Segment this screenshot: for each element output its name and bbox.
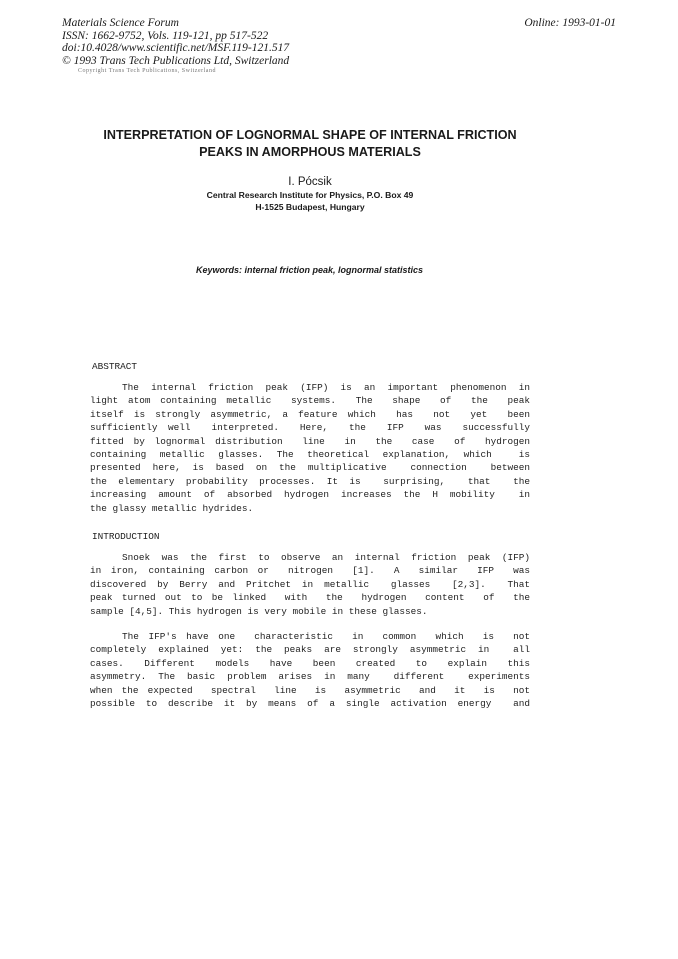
title-line: PEAKS IN AMORPHOUS MATERIALS bbox=[199, 145, 421, 159]
affiliation-line: H-1525 Budapest, Hungary bbox=[255, 201, 365, 212]
abstract-line: fitted by lognormal distribution line in the case of hydrogen bbox=[90, 435, 530, 447]
journal-name: Materials Science Forum bbox=[62, 17, 179, 29]
keywords: Keywords: internal friction peak, lognormal statistics bbox=[196, 265, 424, 275]
intro-line: asymmetry. The basic problem arises in many different experiments bbox=[90, 671, 530, 683]
intro-line: discovered by Berry and Pritchet in metallic glasses [2,3]. That bbox=[90, 578, 530, 590]
intro-line: when the expected spectral line is asymmetric and it is not bbox=[90, 684, 530, 696]
author-name: I. Pócsik bbox=[288, 176, 332, 188]
abstract-line: light atom containing metallic systems. The shape of the peak bbox=[90, 395, 530, 407]
paper-title bbox=[60, 127, 560, 161]
intro-paragraph-2 bbox=[90, 630, 530, 710]
abstract-line: sufficiently well interpreted. Here, the IFP was successfully bbox=[90, 422, 530, 434]
abstract-heading: ABSTRACT bbox=[92, 361, 138, 372]
abstract-line: presented here, is based on the multiplicative connection between bbox=[90, 462, 530, 474]
title-line: INTERPRETATION OF LOGNORMAL SHAPE OF INTERNAL FRICTION bbox=[103, 128, 517, 142]
abstract-body bbox=[90, 381, 530, 515]
abstract-line: itself is strongly asymmetric, a feature which has not yet been bbox=[90, 408, 530, 420]
journal-header bbox=[62, 17, 289, 67]
intro-line: The IFP's have one characteristic in common which is not bbox=[122, 631, 530, 642]
abstract-line: increasing amount of absorbed hydrogen increases the H mobility in bbox=[90, 489, 530, 501]
introduction-heading: INTRODUCTION bbox=[92, 531, 160, 542]
intro-line: completely explained yet: the peaks are strongly asymmetric in all bbox=[90, 644, 530, 656]
intro-line: in iron, containing carbon or nitrogen [1]. A similar IFP was bbox=[90, 565, 530, 577]
faded-copyright-stamp: Copyright Trans Tech Publications, Switzerland bbox=[78, 68, 216, 74]
affiliation-line: Central Research Institute for Physics, P.O. Box 49 bbox=[206, 190, 414, 200]
intro-line: peak turned out to be linked with the hydrogen content of the bbox=[90, 592, 530, 604]
abstract-line: the glassy metallic hydrides. bbox=[90, 502, 254, 514]
intro-line: sample [4,5]. This hydrogen is very mobile in these glasses. bbox=[90, 605, 428, 617]
copyright-line: © 1993 Trans Tech Publications Ltd, Switzerland bbox=[62, 54, 290, 67]
abstract-line: containing metallic glasses. The theoretical explanation, which is bbox=[90, 448, 530, 460]
intro-line: cases. Different models have been created to explain this bbox=[90, 657, 530, 669]
intro-line: Snoek was the first to observe an internal friction peak (IFP) bbox=[122, 552, 530, 563]
issn-line: ISSN: 1662-9752, Vols. 119-121, pp 517-522 bbox=[62, 29, 269, 42]
intro-paragraph-1 bbox=[90, 551, 530, 618]
affiliation bbox=[60, 190, 560, 213]
intro-line: possible to describe it by means of a single activation energy and bbox=[90, 697, 530, 709]
online-date: Online: 1993-01-01 bbox=[524, 17, 616, 29]
doi-line: doi:10.4028/www.scientific.net/MSF.119-121.517 bbox=[62, 42, 290, 55]
abstract-line: the elementary probability processes. It is surprising, that the bbox=[90, 475, 530, 487]
abstract-line: The internal friction peak (IFP) is an important phenomenon in bbox=[122, 382, 530, 393]
